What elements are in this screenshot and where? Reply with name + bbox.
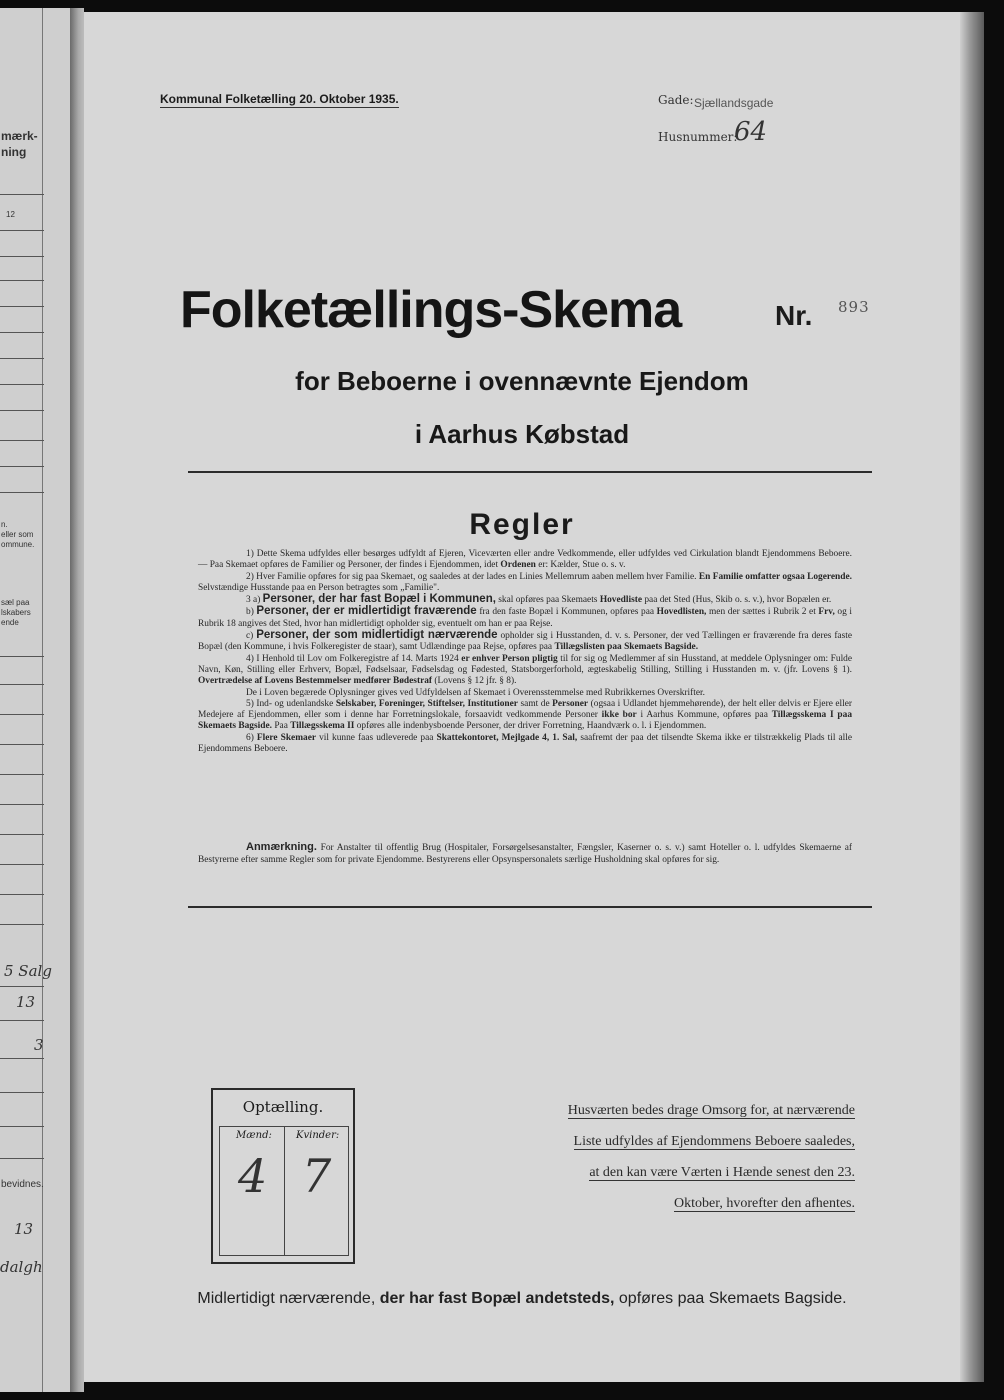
note-text: sæl paa lskabers ende (1, 598, 31, 627)
row-line (0, 774, 44, 775)
row-line (0, 256, 44, 257)
row-line (0, 332, 44, 333)
annotation-note (198, 842, 852, 867)
gade-label: Gade: (658, 93, 694, 107)
rule-3c: c) Personer, der som midlertidigt nærværende opholder sig i Husstanden, d. v. s. Personer, der ved Tællingen er fraværende fra deres faste Bopæl (den Kommune, i hvis Folkeregister de staar), samt Udlændinge paa Rejse, opføres paa Tillægslisten paa Skemaets Bagside. (198, 629, 853, 653)
row-line (0, 280, 44, 281)
handwriting: 13 (14, 1220, 34, 1238)
rule-6: 6) Flere Skemaer vil kunne faas udleverede paa Skattekontoret, Mejlgade 4, 1. Sal, saafremt der paa det tilsendte Skema ikke er tilstrækkelig Plads til alle Ejendommens Beboere. (198, 732, 853, 755)
row-line (0, 1058, 44, 1059)
rule-2: 2) Hver Familie opføres for sig paa Skemaet, og saaledes at der lades en Linies Mellemrum aaben mellem hver Familie. En Familie omfatter ogsaa Logerende. Selvstændige Husstande paa en Person betragtes som „Familie". (198, 571, 852, 593)
rules-heading: Regler (469, 508, 575, 541)
column-header: mærk- ning (1, 129, 38, 159)
row-line (0, 894, 44, 895)
rule-1: 1) Dette Skema udfyldes eller besørges udfyldt af Ejeren, Viceværten eller andre Vedkommende, eller udfyldes ved Cirkulation blandt Ejendommens Beboere. — Paa Skemaet opføres de Familier og Personer, der findes i Ejendommen, idet Ordenen er: Kælder, Stue o. s. v. (198, 549, 852, 571)
row-line (0, 986, 44, 987)
row-line (0, 1020, 44, 1021)
rule-3b: b) Personer, der er midlertidigt fraværende fra den faste Bopæl i Kommunen, opføres paa Hovedlisten, men der sættes i Rubrik 2 et Frv, og i Rubrik 18 angives det Sted, hvor han midlertidigt opholder sig, eventuelt om han er paa Rejse. (198, 605, 853, 629)
subtitle-line-2: i Aarhus Købstad (414, 419, 630, 449)
handwriting: 5 Salg (4, 962, 52, 980)
count-divider (284, 1127, 285, 1255)
row-line (0, 744, 44, 745)
row-line (0, 194, 44, 195)
maend-label: Mænd: (236, 1130, 272, 1141)
kvinder-label: Kvinder: (296, 1130, 340, 1141)
row-line (0, 714, 44, 715)
row-line (0, 1158, 44, 1159)
row-line (0, 834, 44, 835)
note-text: For Anstalter til offentlig Brug (Hospitaler, Forsørgelsesanstalter, Fængsler, Kaserner o. s. v.) samt Hoteller o. l. udfyldes Skemaerne af Bestyrerne efter samme Regler som for private Ejendomme. Bestyrerens eller Opsynspersonalets særlige Husholdning skal opføres for sig. (198, 843, 853, 865)
divider (188, 471, 872, 473)
row-line (0, 684, 44, 685)
rule-3a: 3 a) Personer, der har fast Bopæl i Kommunen, skal opføres paa Skemaets Hovedliste paa det Sted (Hus, Skib o. s. v.), hvor Bopælen er. (246, 593, 832, 606)
rules-text (198, 549, 852, 755)
count-grid (219, 1126, 349, 1256)
row-line (0, 1092, 44, 1093)
handwriting: 3 (34, 1036, 44, 1054)
row-line (0, 230, 44, 231)
form-number-label: Nr. (775, 300, 813, 331)
row-line (0, 410, 44, 411)
column-number: 12 (6, 210, 15, 219)
footer-note: Midlertidigt nærværende, der har fast Bopæl andetsteds, opføres paa Skemaets Bagside. (197, 1290, 847, 1307)
note-lead: Anmærkning. (246, 841, 317, 853)
row-line (0, 358, 44, 359)
form-number-stamp: 893 (838, 298, 870, 316)
row-line (0, 924, 44, 925)
notice-line: Liste udfyldes af Ejendommens Beboere saaledes, (573, 1134, 855, 1149)
landlord-notice (510, 1095, 855, 1219)
husnummer-label: Husnummer: (658, 130, 738, 144)
note-text: n. eller som ommune. (1, 520, 35, 549)
page-edge-shadow (960, 12, 984, 1382)
row-line (0, 656, 44, 657)
form-title: Folketællings-Skema (180, 281, 682, 339)
rule-4-continued: De i Loven begærede Oplysninger gives ved Udfyldelsen af Skemaet i Overensstemmelse med Rubrikkernes Overskrifter. (246, 687, 705, 698)
maend-value: 4 (238, 1149, 268, 1203)
bevidnes-text: bevidnes. (1, 1179, 44, 1190)
census-header: Kommunal Folketælling 20. Oktober 1935. (160, 92, 399, 106)
notice-line: at den kan være Værten i Hænde senest den 23. (589, 1165, 855, 1180)
row-line (0, 306, 44, 307)
row-line (0, 384, 44, 385)
notice-line: Oktober, hvorefter den afhentes. (674, 1196, 855, 1211)
husnummer-value: 64 (734, 117, 768, 147)
kvinder-value: 7 (302, 1149, 332, 1203)
handwriting: dalgh (0, 1258, 43, 1276)
count-box (211, 1088, 355, 1264)
row-line (0, 864, 44, 865)
count-title: Optælling. (242, 1098, 324, 1116)
row-line (0, 466, 44, 467)
subtitle-line-1: for Beboerne i ovennævnte Ejendom (295, 366, 749, 396)
row-line (0, 492, 44, 493)
rule-5: 5) Ind- og udenlandske Selskaber, Foreninger, Stiftelser, Institutioner samt de Personer (ogsaa i Udlandet hjemmehørende), der helt eller delvis er Ejere eller Medejere af Ejendommen, eller som i denne har Forretningslokale, forsaavidt vedkommende Personer ikke bor i Aarhus Kommune, opføres paa Tillægsskema I paa Skemaets Bagside. Paa Tillægsskema II opføres alle indenbysboende Personer, der driver Forretning, Haandværk o. l. i Ejendommen. (198, 698, 853, 732)
book-spine (70, 8, 84, 1392)
row-line (0, 804, 44, 805)
rule-4: 4) I Henhold til Lov om Folkeregistre af 14. Marts 1924 er enhver Person pligtig til for sig og Medlemmer af sin Husstand, at meddele Oplysninger om: Fulde Navn, Køn, Stilling eller Erhverv, Bopæl, Fødselsaar, Fødselsdag og Fødested, Statsborgerforhold, ægteskabelig Stilling, Stilling i Husstanden m. v. (jfr. Lovens § 1). Overtrædelse af Lovens Bestemmelser medfører Bødestraf (Lovens § 12 jfr. § 8). (198, 653, 853, 687)
row-line (0, 440, 44, 441)
gade-value: Sjællandsgade (694, 96, 774, 110)
row-line (0, 1126, 44, 1127)
previous-page-strip (0, 8, 70, 1392)
notice-line: Husværten bedes drage Omsorg for, at nærværende (567, 1103, 855, 1118)
divider (188, 906, 872, 908)
handwriting: 13 (16, 993, 36, 1011)
